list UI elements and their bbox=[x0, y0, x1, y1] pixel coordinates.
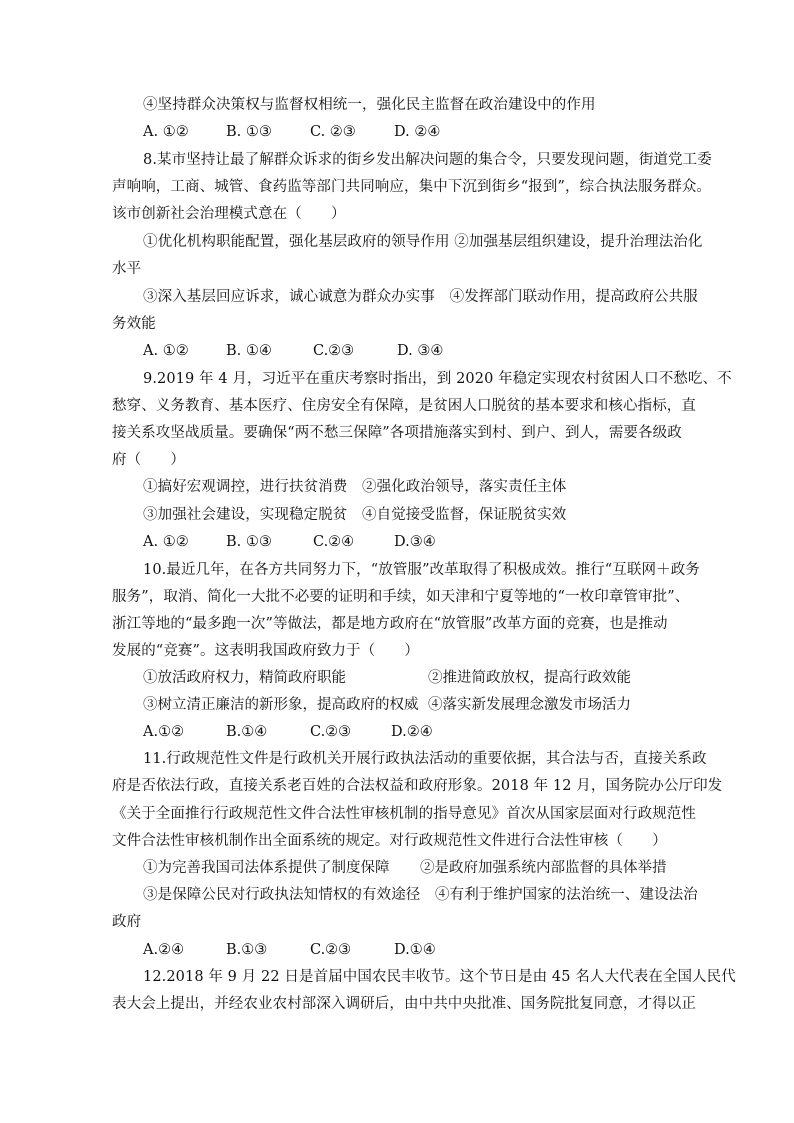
q7-option-c[interactable]: C. ②③ bbox=[310, 124, 356, 140]
q7-option-a[interactable]: A. ①② bbox=[143, 124, 189, 140]
q10-option-d[interactable]: D.②④ bbox=[391, 724, 433, 740]
q8-stem-line: 8.某市坚持让最了解群众诉求的街乡发出解决问题的集合令，只要发现问题，街道党工委 bbox=[143, 152, 712, 168]
q10-item-2: ②推进简政放权，提高行政效能 bbox=[428, 670, 631, 686]
q8-stem-line: 声响响，工商、城管、食药监等部门共同响应，集中下沉到街乡“报到”，综合执法服务群众。 bbox=[112, 179, 712, 195]
q9-option-d[interactable]: D.③④ bbox=[394, 534, 436, 550]
q7-option-b[interactable]: B. ①③ bbox=[226, 124, 272, 140]
q11-item-line: ③是保障公民对行政执法知情权的有效途径 ④有利于维护国家的法治统一、建设法治 bbox=[143, 887, 698, 903]
q7-option-d[interactable]: D. ②④ bbox=[394, 124, 441, 140]
q11-stem-line: 11.行政规范性文件是行政机关开展行政执法活动的重要依据，其合法与否，直接关系政 bbox=[143, 751, 707, 767]
q10-option-c[interactable]: C.②③ bbox=[310, 724, 352, 740]
q8-option-c[interactable]: C.②③ bbox=[313, 343, 355, 359]
q8-option-a[interactable]: A. ①② bbox=[143, 343, 189, 359]
q10-stem-line: 发展的“竞赛”。这表明我国政府致力于（ ） bbox=[112, 643, 420, 659]
q9-option-c[interactable]: C.②④ bbox=[313, 534, 355, 550]
q7-item-4: ④坚持群众决策权与监督权相统一，强化民主监督在政治建设中的作用 bbox=[143, 97, 596, 113]
q9-option-a[interactable]: A. ①② bbox=[143, 534, 189, 550]
q9-item-line: ③加强社会建设，实现稳定脱贫 ④自觉接受监督，保证脱贫实效 bbox=[143, 507, 567, 523]
q8-stem-line: 该市创新社会治理模式意在（ ） bbox=[112, 206, 346, 222]
q9-option-b[interactable]: B. ①③ bbox=[226, 534, 272, 550]
q10-item-1: ①放活政府权力，精简政府职能 bbox=[143, 670, 346, 686]
q8-option-d[interactable]: D. ③④ bbox=[397, 343, 444, 359]
q11-item-line: 政府 bbox=[112, 914, 142, 930]
q10-item-3: ③树立清正廉洁的新形象，提高政府的权威 bbox=[143, 697, 419, 713]
q8-item-line: 水平 bbox=[112, 261, 142, 277]
q10-item-4: ④落实新发展理念激发市场活力 bbox=[428, 697, 631, 713]
q10-stem-line: 服务”，取消、简化一大批不必要的证明和手续，如天津和宁夏等地的“一枚印章管审批”、 bbox=[112, 589, 690, 605]
q9-stem-line: 接关系攻坚战质量。要确保“两不愁三保障”各项措施落实到村、到户、到人，需要各级政 bbox=[112, 425, 682, 441]
q11-option-d[interactable]: D.①④ bbox=[394, 942, 436, 958]
q9-stem-line: 愁穿、义务教育、基本医疗、住房安全有保障，是贫困人口脱贫的基本要求和核心指标，直 bbox=[112, 398, 696, 414]
q11-option-c[interactable]: C.②③ bbox=[310, 942, 352, 958]
q11-item-1: ①为完善我国司法体系提供了制度保障 bbox=[143, 860, 390, 876]
q10-stem-line: 10.最近几年，在各方共同努力下，“放管服”改革取得了积极成效。推行“互联网＋政务 bbox=[143, 562, 700, 578]
q8-option-b[interactable]: B. ①④ bbox=[226, 343, 272, 359]
q11-stem-line: 《关于全面推行行政规范性文件合法性审核机制的指导意见》首次从国家层面对行政规范性 bbox=[112, 806, 696, 822]
q11-item-2: ②是政府加强系统内部监督的具体举措 bbox=[420, 860, 667, 876]
q11-option-a[interactable]: A.②④ bbox=[143, 942, 185, 958]
q8-item-line: ①优化机构职能配置，强化基层政府的领导作用 ②加强基层组织建设，提升治理法治化 bbox=[143, 234, 703, 250]
q11-option-b[interactable]: B.①③ bbox=[226, 942, 268, 958]
q11-stem-line: 府是否依法行政，直接关系老百姓的合法权益和政府形象。2018 年 12 月，国务院办公厅印发 bbox=[112, 778, 723, 794]
q12-stem-line: 表大会上提出，并经农业农村部深入调研后，由中共中央批准、国务院批复同意，才得以正 bbox=[112, 996, 696, 1012]
q10-stem-line: 浙江等地的“最多跑一次”等做法，都是地方政府在“放管服”改革方面的竞赛，也是推动 bbox=[112, 616, 668, 632]
q9-stem-line: 9.2019 年 4 月，习近平在重庆考察时指出，到 2020 年稳定实现农村贫困人口不愁吃、不 bbox=[143, 371, 732, 387]
q11-stem-line: 文件合法性审核机制作出全面系统的规定。对行政规范性文件进行合法性审核（ ） bbox=[112, 833, 667, 849]
q9-stem-line: 府（ ） bbox=[112, 452, 185, 468]
q10-option-b[interactable]: B.①④ bbox=[226, 724, 268, 740]
q9-item-line: ①搞好宏观调控，进行扶贫消费 ②强化政治领导，落实责任主体 bbox=[143, 479, 567, 495]
q10-option-a[interactable]: A.①② bbox=[143, 724, 185, 740]
q8-item-line: ③深入基层回应诉求，诚心诚意为群众办实事 ④发挥部门联动作用，提高政府公共服 bbox=[143, 289, 698, 305]
q8-item-line: 务效能 bbox=[112, 316, 156, 332]
q12-stem-line: 12.2018 年 9 月 22 日是首届中国农民丰收节。这个节日是由 45 名人大代表在全国人民代 bbox=[143, 969, 736, 985]
